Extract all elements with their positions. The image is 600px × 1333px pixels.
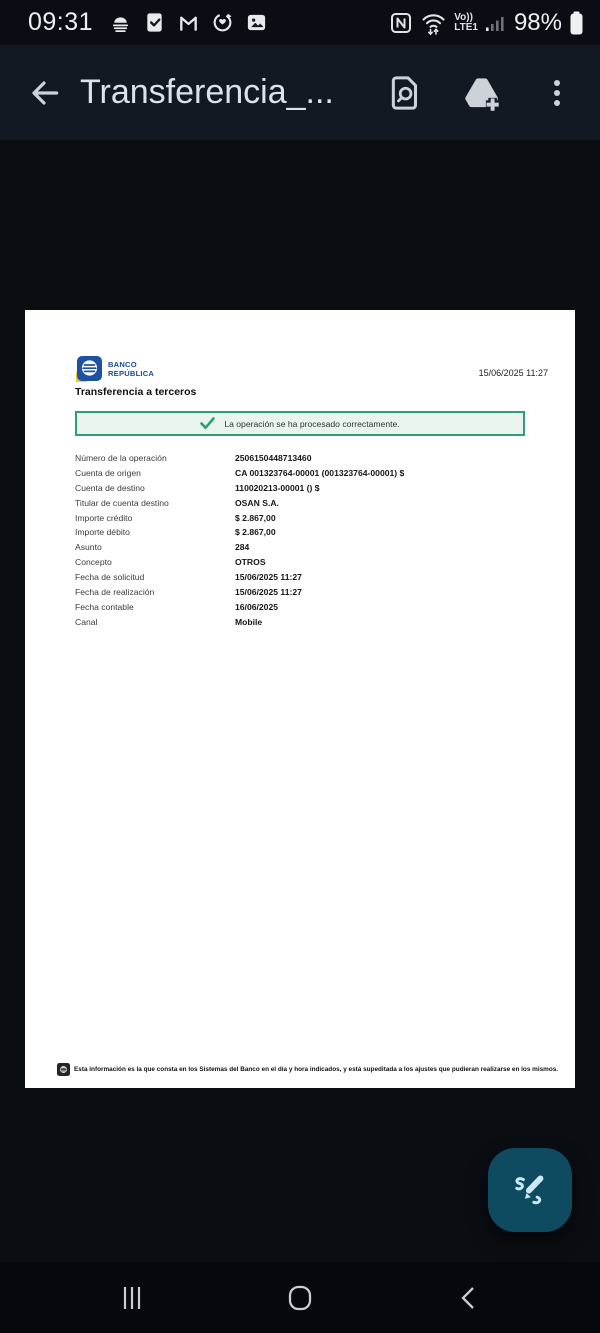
status-indicators bbox=[389, 0, 584, 45]
pdf-viewer[interactable] bbox=[0, 140, 600, 1262]
field-label: Fecha de realización bbox=[75, 587, 155, 598]
recents-icon bbox=[117, 1283, 147, 1313]
detail-row bbox=[75, 498, 545, 513]
field-label: Importe crédito bbox=[75, 512, 133, 523]
nfc-icon bbox=[389, 11, 413, 35]
field-label: Fecha de solicitud bbox=[75, 572, 145, 583]
app-bar bbox=[0, 45, 600, 140]
detail-row bbox=[75, 587, 545, 602]
success-banner bbox=[75, 411, 525, 436]
field-value: Mobile bbox=[235, 616, 263, 627]
notification-icons bbox=[109, 11, 268, 34]
detail-rows bbox=[75, 453, 545, 632]
weather-fog-icon bbox=[109, 11, 132, 34]
field-value: $ 2.867,00 bbox=[235, 527, 276, 538]
find-in-document-icon bbox=[384, 72, 426, 114]
bank-name: BANCO REPÚBLICA bbox=[108, 360, 155, 378]
detail-row bbox=[75, 602, 545, 617]
field-label: Titular de cuenta destino bbox=[75, 497, 169, 508]
field-label: Asunto bbox=[75, 542, 102, 553]
task-check-icon bbox=[143, 11, 166, 34]
clock: 09:31 bbox=[28, 8, 94, 36]
bank-logo-icon bbox=[75, 356, 102, 383]
chevron-left-icon bbox=[454, 1283, 482, 1313]
bank-header bbox=[75, 356, 154, 383]
field-value: 284 bbox=[235, 542, 250, 553]
overflow-menu-button[interactable] bbox=[528, 64, 586, 122]
health-icon bbox=[211, 11, 234, 34]
field-value: 15/06/2025 11:27 bbox=[235, 572, 302, 583]
navigation-bar bbox=[0, 1262, 600, 1333]
field-label: Concepto bbox=[75, 557, 112, 568]
field-label: Fecha contable bbox=[75, 601, 134, 612]
gallery-icon bbox=[245, 11, 268, 34]
detail-row bbox=[75, 483, 545, 498]
overflow-menu-icon bbox=[537, 73, 577, 113]
detail-row bbox=[75, 617, 545, 632]
find-in-document-button[interactable] bbox=[376, 64, 434, 122]
detail-row bbox=[75, 572, 545, 587]
bank-footer-icon bbox=[57, 1063, 70, 1076]
appbar-actions bbox=[376, 64, 586, 122]
home-button[interactable] bbox=[240, 1268, 360, 1328]
field-value: 2506150448713460 bbox=[235, 453, 312, 463]
drive-add-icon bbox=[459, 71, 503, 115]
back-button[interactable] bbox=[16, 65, 72, 121]
wifi-icon bbox=[420, 10, 447, 36]
signal-strength-icon bbox=[485, 12, 505, 34]
field-value: 16/06/2025 bbox=[235, 601, 279, 612]
field-value: OTROS bbox=[235, 557, 266, 568]
footer-note: Esta información es la que consta en los Sistemas del Banco en el día y hora indicados, y está supeditada a los ajustes que pudieran realizarse en los mismos. bbox=[74, 1066, 559, 1073]
field-value: 110020213-00001 () $ bbox=[235, 482, 320, 493]
nav-back-button[interactable] bbox=[408, 1268, 528, 1328]
field-value: $ 2.867,00 bbox=[235, 512, 276, 523]
gmail-icon bbox=[177, 11, 200, 34]
detail-row bbox=[75, 557, 545, 572]
annotate-pen-icon bbox=[508, 1168, 552, 1212]
receipt-footer bbox=[57, 1063, 558, 1076]
check-icon bbox=[200, 417, 215, 430]
detail-row bbox=[75, 468, 545, 483]
field-label: Cuenta de destino bbox=[75, 482, 145, 493]
field-label: Canal bbox=[75, 616, 98, 627]
detail-row bbox=[75, 453, 545, 468]
field-label: Importe débito bbox=[75, 527, 130, 538]
arrow-left-icon bbox=[25, 74, 63, 112]
detail-row bbox=[75, 513, 545, 528]
recents-button[interactable] bbox=[72, 1268, 192, 1328]
field-label: Cuenta de origen bbox=[75, 467, 141, 478]
field-value: CA 001323764-00001 (001323764-00001) $ bbox=[235, 467, 405, 478]
receipt-timestamp: 15/06/2025 11:27 bbox=[478, 368, 548, 378]
receipt-title: Transferencia a terceros bbox=[75, 386, 197, 398]
battery-percent: 98% bbox=[513, 8, 562, 36]
document-title: Transferencia_... bbox=[80, 73, 334, 111]
field-value: OSAN S.A. bbox=[235, 497, 279, 508]
annotate-fab[interactable] bbox=[488, 1148, 572, 1232]
detail-row bbox=[75, 527, 545, 542]
detail-row bbox=[75, 542, 545, 557]
success-message: La operación se ha procesado correctamente. bbox=[224, 418, 400, 429]
home-icon bbox=[284, 1282, 316, 1314]
field-label: Número de la operación bbox=[75, 453, 167, 463]
pdf-page bbox=[25, 310, 575, 1088]
network-type-label: Vo)) LTE1 bbox=[454, 11, 478, 33]
save-to-drive-button[interactable] bbox=[452, 64, 510, 122]
battery-icon bbox=[569, 10, 584, 36]
field-value: 15/06/2025 11:27 bbox=[235, 587, 302, 598]
status-bar bbox=[0, 0, 600, 45]
